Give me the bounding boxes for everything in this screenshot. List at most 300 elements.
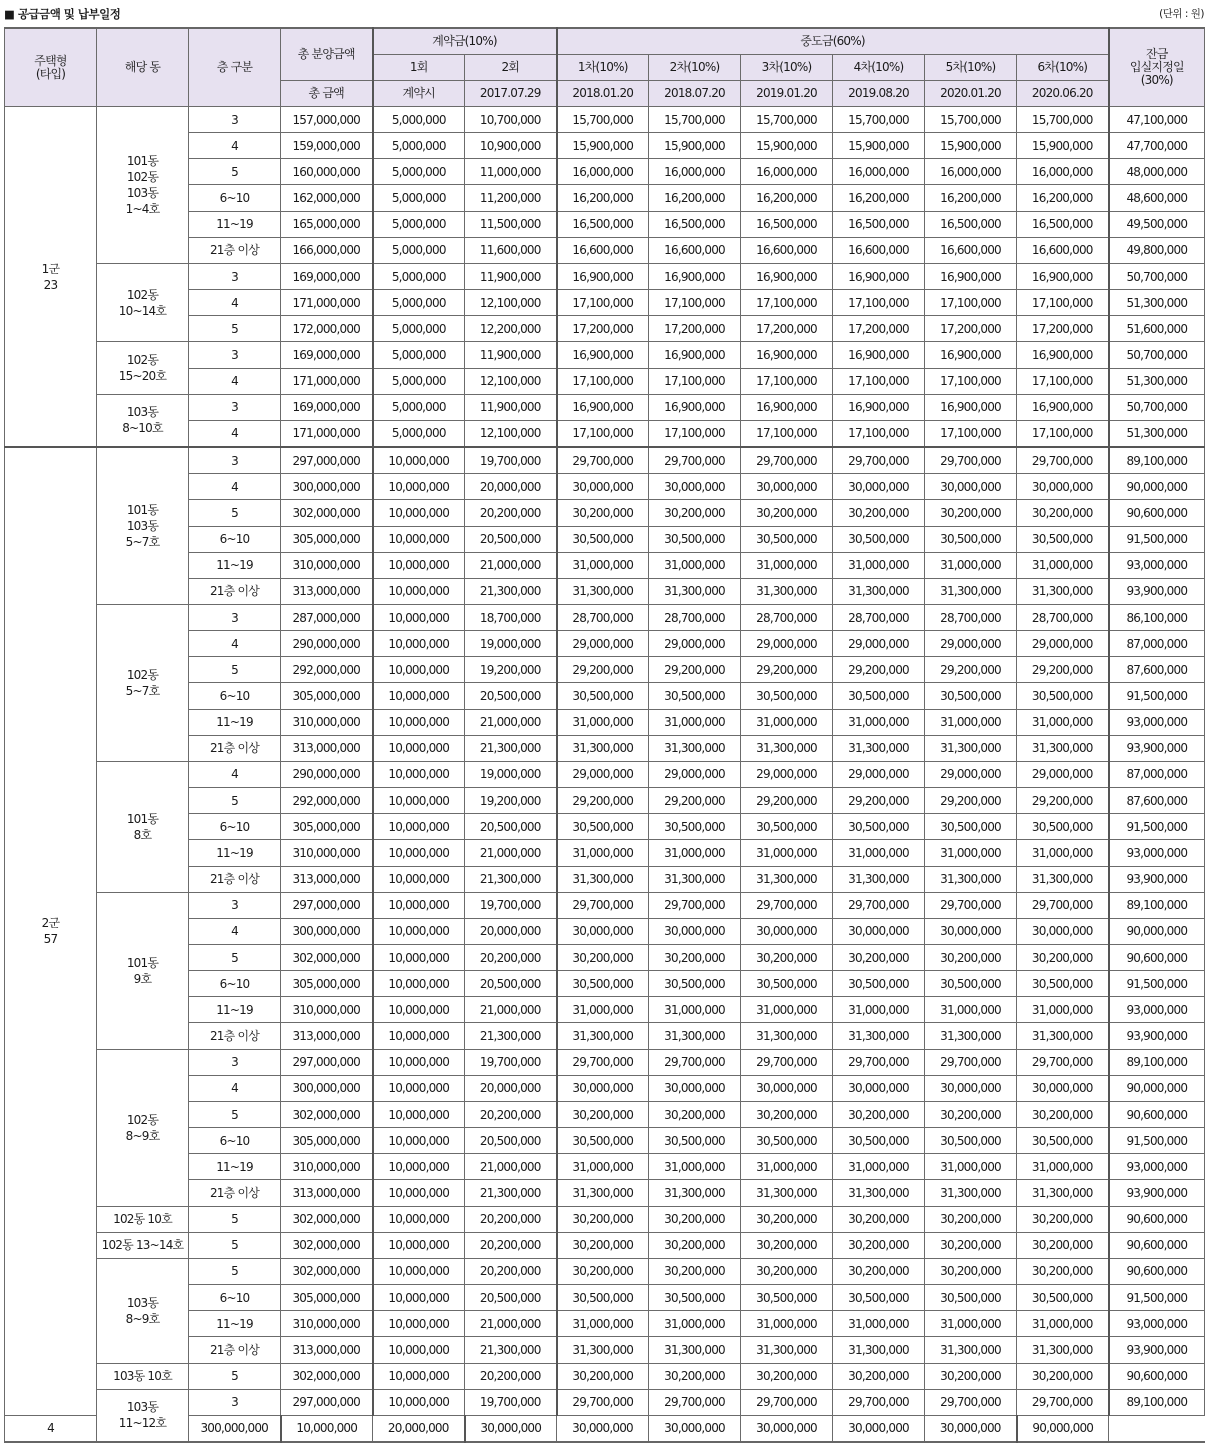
amount-cell: 169,000,000 xyxy=(281,394,373,420)
amount-cell: 165,000,000 xyxy=(281,211,373,237)
amount-cell: 11,900,000 xyxy=(465,394,557,420)
amount-cell: 30,200,000 xyxy=(833,500,925,526)
amount-cell: 17,100,000 xyxy=(925,290,1017,316)
amount-cell: 17,100,000 xyxy=(741,290,833,316)
header-dep2: 2회 xyxy=(465,55,557,81)
amount-cell: 17,100,000 xyxy=(741,420,833,447)
amount-cell: 297,000,000 xyxy=(281,892,373,918)
amount-cell: 31,300,000 xyxy=(833,1023,925,1049)
amount-cell: 28,700,000 xyxy=(925,604,1017,630)
amount-cell: 29,000,000 xyxy=(741,761,833,787)
amount-cell: 10,000,000 xyxy=(373,1154,465,1180)
amount-cell: 31,000,000 xyxy=(925,709,1017,735)
amount-cell: 15,700,000 xyxy=(649,107,741,133)
amount-cell: 30,200,000 xyxy=(833,1258,925,1284)
floor-cell: 3 xyxy=(189,263,281,289)
amount-cell: 30,500,000 xyxy=(649,526,741,552)
amount-cell: 5,000,000 xyxy=(373,316,465,342)
amount-cell: 16,000,000 xyxy=(925,159,1017,185)
amount-cell: 29,000,000 xyxy=(833,761,925,787)
amount-cell: 93,000,000 xyxy=(1109,997,1205,1023)
amount-cell: 10,000,000 xyxy=(373,657,465,683)
header-mid-label: 6차(10%) xyxy=(1017,55,1109,81)
amount-cell: 29,700,000 xyxy=(833,1049,925,1075)
amount-cell: 5,000,000 xyxy=(373,159,465,185)
amount-cell: 31,000,000 xyxy=(833,1154,925,1180)
floor-cell: 5 xyxy=(189,657,281,683)
header-mid-date: 2020.06.20 xyxy=(1017,81,1109,107)
amount-cell: 31,300,000 xyxy=(925,578,1017,604)
amount-cell: 5,000,000 xyxy=(373,290,465,316)
amount-cell: 31,300,000 xyxy=(925,866,1017,892)
amount-cell: 30,500,000 xyxy=(1017,814,1109,840)
amount-cell: 29,700,000 xyxy=(649,892,741,918)
amount-cell: 93,900,000 xyxy=(1109,735,1205,761)
amount-cell: 30,200,000 xyxy=(741,1258,833,1284)
amount-cell: 90,600,000 xyxy=(1109,1258,1205,1284)
amount-cell: 30,000,000 xyxy=(925,1075,1017,1101)
amount-cell: 300,000,000 xyxy=(281,918,373,944)
amount-cell: 31,300,000 xyxy=(741,866,833,892)
amount-cell: 29,700,000 xyxy=(1017,447,1109,474)
amount-cell: 30,000,000 xyxy=(557,1415,649,1442)
amount-cell: 157,000,000 xyxy=(281,107,373,133)
amount-cell: 169,000,000 xyxy=(281,263,373,289)
amount-cell: 5,000,000 xyxy=(373,185,465,211)
amount-cell: 29,200,000 xyxy=(557,657,649,683)
amount-cell: 30,000,000 xyxy=(1017,1075,1109,1101)
amount-cell: 16,500,000 xyxy=(1017,211,1109,237)
amount-cell: 15,700,000 xyxy=(925,107,1017,133)
amount-cell: 16,900,000 xyxy=(925,342,1017,368)
amount-cell: 31,000,000 xyxy=(833,709,925,735)
amount-cell: 287,000,000 xyxy=(281,604,373,630)
amount-cell: 31,300,000 xyxy=(557,1180,649,1206)
amount-cell: 51,600,000 xyxy=(1109,316,1205,342)
amount-cell: 31,300,000 xyxy=(649,1180,741,1206)
amount-cell: 29,200,000 xyxy=(741,788,833,814)
amount-cell: 16,900,000 xyxy=(1017,342,1109,368)
table-header xyxy=(5,28,1205,107)
amount-cell: 30,200,000 xyxy=(1017,1101,1109,1127)
amount-cell: 20,000,000 xyxy=(373,1415,465,1442)
table-row xyxy=(5,1049,1205,1075)
amount-cell: 16,500,000 xyxy=(557,211,649,237)
amount-cell: 29,700,000 xyxy=(833,892,925,918)
floor-cell: 3 xyxy=(189,107,281,133)
floor-cell: 4 xyxy=(189,761,281,787)
amount-cell: 31,000,000 xyxy=(649,997,741,1023)
amount-cell: 19,200,000 xyxy=(465,788,557,814)
amount-cell: 30,200,000 xyxy=(741,945,833,971)
amount-cell: 10,000,000 xyxy=(373,788,465,814)
floor-cell: 3 xyxy=(189,892,281,918)
floor-cell: 5 xyxy=(189,1206,281,1232)
amount-cell: 16,900,000 xyxy=(649,342,741,368)
amount-cell: 30,500,000 xyxy=(833,971,925,997)
amount-cell: 15,900,000 xyxy=(833,133,925,159)
amount-cell: 5,000,000 xyxy=(373,133,465,159)
amount-cell: 19,700,000 xyxy=(465,1049,557,1075)
amount-cell: 5,000,000 xyxy=(373,237,465,263)
amount-cell: 30,000,000 xyxy=(741,474,833,500)
amount-cell: 30,000,000 xyxy=(833,1075,925,1101)
amount-cell: 16,900,000 xyxy=(925,394,1017,420)
amount-cell: 31,300,000 xyxy=(833,735,925,761)
amount-cell: 302,000,000 xyxy=(281,945,373,971)
amount-cell: 30,200,000 xyxy=(649,945,741,971)
amount-cell: 305,000,000 xyxy=(281,971,373,997)
table-row xyxy=(5,892,1205,918)
amount-cell: 30,200,000 xyxy=(557,1232,649,1258)
amount-cell: 93,000,000 xyxy=(1109,552,1205,578)
amount-cell: 31,300,000 xyxy=(1017,735,1109,761)
amount-cell: 90,000,000 xyxy=(1109,1075,1205,1101)
amount-cell: 90,000,000 xyxy=(1109,474,1205,500)
table-row xyxy=(5,263,1205,289)
amount-cell: 50,700,000 xyxy=(1109,394,1205,420)
amount-cell: 31,300,000 xyxy=(741,1180,833,1206)
amount-cell: 160,000,000 xyxy=(281,159,373,185)
floor-cell: 4 xyxy=(189,368,281,394)
floor-cell: 11~19 xyxy=(189,997,281,1023)
amount-cell: 16,900,000 xyxy=(649,394,741,420)
table-row xyxy=(5,342,1205,368)
floor-cell: 5 xyxy=(189,1258,281,1284)
amount-cell: 29,200,000 xyxy=(649,657,741,683)
floor-cell: 5 xyxy=(189,945,281,971)
amount-cell: 16,600,000 xyxy=(1017,237,1109,263)
amount-cell: 16,900,000 xyxy=(833,342,925,368)
amount-cell: 29,200,000 xyxy=(1017,657,1109,683)
amount-cell: 30,500,000 xyxy=(557,1128,649,1154)
amount-cell: 31,300,000 xyxy=(649,1337,741,1363)
amount-cell: 30,200,000 xyxy=(741,1101,833,1127)
amount-cell: 10,000,000 xyxy=(373,892,465,918)
amount-cell: 302,000,000 xyxy=(281,1363,373,1389)
floor-cell: 5 xyxy=(189,788,281,814)
amount-cell: 90,600,000 xyxy=(1109,1101,1205,1127)
amount-cell: 30,200,000 xyxy=(925,945,1017,971)
header-dep1: 1회 xyxy=(373,55,465,81)
amount-cell: 31,000,000 xyxy=(649,552,741,578)
floor-cell: 6~10 xyxy=(189,526,281,552)
amount-cell: 90,000,000 xyxy=(1109,918,1205,944)
amount-cell: 17,100,000 xyxy=(925,368,1017,394)
amount-cell: 17,100,000 xyxy=(833,368,925,394)
amount-cell: 302,000,000 xyxy=(281,1206,373,1232)
amount-cell: 16,500,000 xyxy=(741,211,833,237)
building-cell: 102동 15~20호 xyxy=(97,342,189,394)
amount-cell: 87,000,000 xyxy=(1109,631,1205,657)
amount-cell: 30,200,000 xyxy=(925,1232,1017,1258)
amount-cell: 20,000,000 xyxy=(465,918,557,944)
amount-cell: 5,000,000 xyxy=(373,211,465,237)
amount-cell: 12,200,000 xyxy=(465,316,557,342)
amount-cell: 93,900,000 xyxy=(1109,866,1205,892)
floor-cell: 5 xyxy=(189,1101,281,1127)
amount-cell: 290,000,000 xyxy=(281,631,373,657)
amount-cell: 21,000,000 xyxy=(465,997,557,1023)
floor-cell: 21층 이상 xyxy=(189,1180,281,1206)
amount-cell: 20,500,000 xyxy=(465,526,557,552)
building-cell: 103동 8~10호 xyxy=(97,394,189,447)
amount-cell: 28,700,000 xyxy=(833,604,925,630)
amount-cell: 29,700,000 xyxy=(649,1049,741,1075)
amount-cell: 15,900,000 xyxy=(649,133,741,159)
amount-cell: 31,000,000 xyxy=(1017,552,1109,578)
amount-cell: 21,300,000 xyxy=(465,866,557,892)
amount-cell: 31,300,000 xyxy=(925,1180,1017,1206)
building-cell: 102동 10호 xyxy=(97,1206,189,1232)
amount-cell: 31,000,000 xyxy=(925,552,1017,578)
amount-cell: 10,000,000 xyxy=(373,1363,465,1389)
building-cell: 101동 103동 5~7호 xyxy=(97,447,189,604)
amount-cell: 31,300,000 xyxy=(1017,1337,1109,1363)
house-type-cell: 1군 23 xyxy=(5,107,97,448)
amount-cell: 30,500,000 xyxy=(1017,1285,1109,1311)
amount-cell: 30,200,000 xyxy=(557,500,649,526)
amount-cell: 31,000,000 xyxy=(925,997,1017,1023)
amount-cell: 31,000,000 xyxy=(557,997,649,1023)
amount-cell: 89,100,000 xyxy=(1109,1389,1205,1415)
amount-cell: 305,000,000 xyxy=(281,814,373,840)
header-mid-label: 3차(10%) xyxy=(741,55,833,81)
amount-cell: 31,300,000 xyxy=(557,866,649,892)
building-cell: 103동 11~12호 xyxy=(97,1389,189,1442)
amount-cell: 30,200,000 xyxy=(925,500,1017,526)
floor-cell: 5 xyxy=(189,159,281,185)
amount-cell: 10,000,000 xyxy=(373,552,465,578)
table-row xyxy=(5,604,1205,630)
floor-cell: 6~10 xyxy=(189,814,281,840)
amount-cell: 91,500,000 xyxy=(1109,1285,1205,1311)
amount-cell: 48,000,000 xyxy=(1109,159,1205,185)
amount-cell: 51,300,000 xyxy=(1109,368,1205,394)
amount-cell: 87,000,000 xyxy=(1109,761,1205,787)
amount-cell: 91,500,000 xyxy=(1109,814,1205,840)
floor-cell: 6~10 xyxy=(189,1285,281,1311)
amount-cell: 30,000,000 xyxy=(833,474,925,500)
amount-cell: 30,000,000 xyxy=(741,1415,833,1442)
floor-cell: 5 xyxy=(189,316,281,342)
amount-cell: 16,200,000 xyxy=(1017,185,1109,211)
amount-cell: 290,000,000 xyxy=(281,761,373,787)
amount-cell: 10,000,000 xyxy=(373,918,465,944)
amount-cell: 30,000,000 xyxy=(649,1415,741,1442)
amount-cell: 29,200,000 xyxy=(833,788,925,814)
amount-cell: 30,500,000 xyxy=(741,1285,833,1311)
amount-cell: 302,000,000 xyxy=(281,500,373,526)
floor-cell: 5 xyxy=(189,1232,281,1258)
amount-cell: 310,000,000 xyxy=(281,1154,373,1180)
amount-cell: 10,000,000 xyxy=(373,709,465,735)
amount-cell: 90,600,000 xyxy=(1109,1206,1205,1232)
amount-cell: 30,500,000 xyxy=(557,1285,649,1311)
amount-cell: 30,000,000 xyxy=(1017,474,1109,500)
amount-cell: 30,000,000 xyxy=(649,1075,741,1101)
amount-cell: 302,000,000 xyxy=(281,1232,373,1258)
amount-cell: 171,000,000 xyxy=(281,420,373,447)
amount-cell: 30,500,000 xyxy=(741,971,833,997)
amount-cell: 20,200,000 xyxy=(465,1101,557,1127)
header-mid-date: 2018.07.20 xyxy=(649,81,741,107)
amount-cell: 17,100,000 xyxy=(557,420,649,447)
amount-cell: 30,500,000 xyxy=(557,971,649,997)
amount-cell: 29,700,000 xyxy=(557,892,649,918)
amount-cell: 29,000,000 xyxy=(833,631,925,657)
amount-cell: 302,000,000 xyxy=(281,1101,373,1127)
amount-cell: 20,200,000 xyxy=(465,945,557,971)
amount-cell: 16,900,000 xyxy=(741,342,833,368)
building-cell: 103동 8~9호 xyxy=(97,1258,189,1363)
amount-cell: 5,000,000 xyxy=(373,394,465,420)
amount-cell: 15,700,000 xyxy=(741,107,833,133)
amount-cell: 15,700,000 xyxy=(1017,107,1109,133)
amount-cell: 30,500,000 xyxy=(833,1285,925,1311)
table-row xyxy=(5,107,1205,133)
amount-cell: 16,900,000 xyxy=(1017,394,1109,420)
amount-cell: 30,500,000 xyxy=(741,526,833,552)
amount-cell: 10,000,000 xyxy=(373,814,465,840)
amount-cell: 19,700,000 xyxy=(465,892,557,918)
amount-cell: 16,000,000 xyxy=(833,159,925,185)
amount-cell: 16,900,000 xyxy=(741,263,833,289)
amount-cell: 305,000,000 xyxy=(281,526,373,552)
amount-cell: 31,000,000 xyxy=(1017,1311,1109,1337)
amount-cell: 29,000,000 xyxy=(1017,761,1109,787)
amount-cell: 17,200,000 xyxy=(1017,316,1109,342)
amount-cell: 29,700,000 xyxy=(925,892,1017,918)
amount-cell: 17,100,000 xyxy=(557,290,649,316)
amount-cell: 29,000,000 xyxy=(925,761,1017,787)
amount-cell: 29,200,000 xyxy=(925,657,1017,683)
amount-cell: 30,500,000 xyxy=(557,683,649,709)
floor-cell: 11~19 xyxy=(189,709,281,735)
amount-cell: 29,700,000 xyxy=(649,1389,741,1415)
amount-cell: 29,000,000 xyxy=(1017,631,1109,657)
amount-cell: 19,700,000 xyxy=(465,447,557,474)
amount-cell: 93,000,000 xyxy=(1109,1154,1205,1180)
amount-cell: 17,200,000 xyxy=(557,316,649,342)
header-dep1-date: 계약시 xyxy=(373,81,465,107)
amount-cell: 30,500,000 xyxy=(557,814,649,840)
amount-cell: 31,000,000 xyxy=(649,840,741,866)
amount-cell: 313,000,000 xyxy=(281,866,373,892)
amount-cell: 169,000,000 xyxy=(281,342,373,368)
amount-cell: 49,500,000 xyxy=(1109,211,1205,237)
amount-cell: 17,100,000 xyxy=(833,290,925,316)
building-cell: 102동 5~7호 xyxy=(97,604,189,761)
floor-cell: 11~19 xyxy=(189,552,281,578)
amount-cell: 17,100,000 xyxy=(649,290,741,316)
header-mid-date: 2018.01.20 xyxy=(557,81,649,107)
header-mid-date: 2019.08.20 xyxy=(833,81,925,107)
amount-cell: 51,300,000 xyxy=(1109,420,1205,447)
amount-cell: 21,300,000 xyxy=(465,1337,557,1363)
amount-cell: 31,000,000 xyxy=(833,997,925,1023)
amount-cell: 17,100,000 xyxy=(1017,420,1109,447)
floor-cell: 4 xyxy=(5,1415,97,1442)
amount-cell: 49,800,000 xyxy=(1109,237,1205,263)
header-floor: 층 구분 xyxy=(189,28,281,107)
amount-cell: 171,000,000 xyxy=(281,290,373,316)
amount-cell: 10,000,000 xyxy=(373,604,465,630)
amount-cell: 31,000,000 xyxy=(833,840,925,866)
page-title: ■ 공급금액 및 납부일정 xyxy=(4,7,121,21)
amount-cell: 20,200,000 xyxy=(465,500,557,526)
amount-cell: 16,500,000 xyxy=(833,211,925,237)
amount-cell: 10,000,000 xyxy=(373,1258,465,1284)
amount-cell: 16,900,000 xyxy=(557,342,649,368)
amount-cell: 30,500,000 xyxy=(925,1128,1017,1154)
floor-cell: 5 xyxy=(189,1363,281,1389)
table-row xyxy=(5,1232,1205,1258)
amount-cell: 16,200,000 xyxy=(833,185,925,211)
amount-cell: 16,200,000 xyxy=(649,185,741,211)
amount-cell: 12,100,000 xyxy=(465,368,557,394)
amount-cell: 313,000,000 xyxy=(281,1337,373,1363)
amount-cell: 292,000,000 xyxy=(281,657,373,683)
amount-cell: 10,000,000 xyxy=(373,1049,465,1075)
floor-cell: 4 xyxy=(189,474,281,500)
amount-cell: 30,200,000 xyxy=(741,1232,833,1258)
amount-cell: 5,000,000 xyxy=(373,107,465,133)
amount-cell: 10,000,000 xyxy=(373,1180,465,1206)
amount-cell: 10,000,000 xyxy=(373,997,465,1023)
amount-cell: 31,000,000 xyxy=(557,1154,649,1180)
amount-cell: 16,900,000 xyxy=(925,263,1017,289)
amount-cell: 30,200,000 xyxy=(1017,1258,1109,1284)
amount-cell: 17,100,000 xyxy=(1017,290,1109,316)
amount-cell: 30,200,000 xyxy=(1017,945,1109,971)
header-total: 총 분양금액 xyxy=(281,28,373,81)
floor-cell: 6~10 xyxy=(189,185,281,211)
amount-cell: 30,000,000 xyxy=(649,918,741,944)
amount-cell: 29,700,000 xyxy=(925,1389,1017,1415)
amount-cell: 20,500,000 xyxy=(465,814,557,840)
amount-cell: 30,500,000 xyxy=(649,1285,741,1311)
amount-cell: 10,000,000 xyxy=(373,971,465,997)
amount-cell: 30,500,000 xyxy=(833,814,925,840)
amount-cell: 93,900,000 xyxy=(1109,1180,1205,1206)
amount-cell: 11,900,000 xyxy=(465,342,557,368)
amount-cell: 30,500,000 xyxy=(741,1128,833,1154)
amount-cell: 31,300,000 xyxy=(1017,578,1109,604)
amount-cell: 31,000,000 xyxy=(1017,709,1109,735)
amount-cell: 310,000,000 xyxy=(281,840,373,866)
amount-cell: 16,900,000 xyxy=(557,394,649,420)
amount-cell: 12,100,000 xyxy=(465,290,557,316)
amount-cell: 30,500,000 xyxy=(557,526,649,552)
table-body xyxy=(5,107,1205,1442)
amount-cell: 171,000,000 xyxy=(281,368,373,394)
amount-cell: 17,200,000 xyxy=(649,316,741,342)
amount-cell: 10,000,000 xyxy=(373,500,465,526)
amount-cell: 16,500,000 xyxy=(925,211,1017,237)
amount-cell: 10,000,000 xyxy=(281,1415,373,1442)
amount-cell: 30,200,000 xyxy=(557,1258,649,1284)
amount-cell: 90,600,000 xyxy=(1109,945,1205,971)
amount-cell: 89,100,000 xyxy=(1109,1049,1205,1075)
floor-cell: 21층 이상 xyxy=(189,1337,281,1363)
amount-cell: 30,000,000 xyxy=(833,918,925,944)
header-middle: 중도금(60%) xyxy=(557,28,1109,55)
amount-cell: 29,700,000 xyxy=(649,447,741,474)
amount-cell: 31,300,000 xyxy=(833,1180,925,1206)
amount-cell: 30,500,000 xyxy=(741,683,833,709)
table-row xyxy=(5,1363,1205,1389)
